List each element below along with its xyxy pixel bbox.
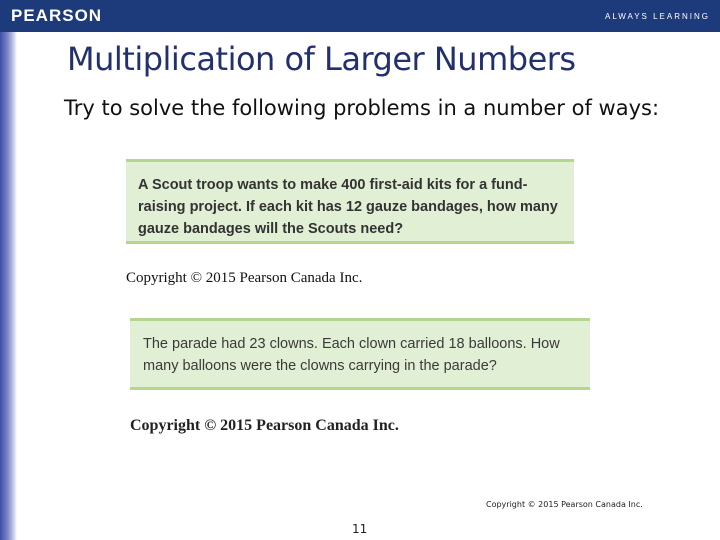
problem-box-scout: A Scout troop wants to make 400 first-aid kits for a fund-raising project. If each kit has 12 gauze bandages, how many gauze bandages will the Scouts need? bbox=[126, 159, 574, 244]
slide-title: Multiplication of Larger Numbers bbox=[67, 40, 576, 78]
header-tagline: ALWAYS LEARNING bbox=[605, 12, 710, 21]
footer-copyright: Copyright © 2015 Pearson Canada Inc. bbox=[486, 500, 643, 509]
sidebar-gradient bbox=[0, 32, 17, 540]
slide-subtitle: Try to solve the following problems in a number of ways: bbox=[64, 96, 660, 120]
problem-copyright-parade: Copyright © 2015 Pearson Canada Inc. bbox=[130, 417, 399, 434]
problem-copyright-scout: Copyright © 2015 Pearson Canada Inc. bbox=[126, 270, 363, 286]
problem-box-parade: The parade had 23 clowns. Each clown carried 18 balloons. How many balloons were the clowns carrying in the parade? bbox=[130, 318, 590, 390]
header-bar bbox=[0, 0, 720, 32]
pearson-logo: PEARSON bbox=[11, 6, 103, 25]
page-number: 11 bbox=[352, 522, 368, 536]
